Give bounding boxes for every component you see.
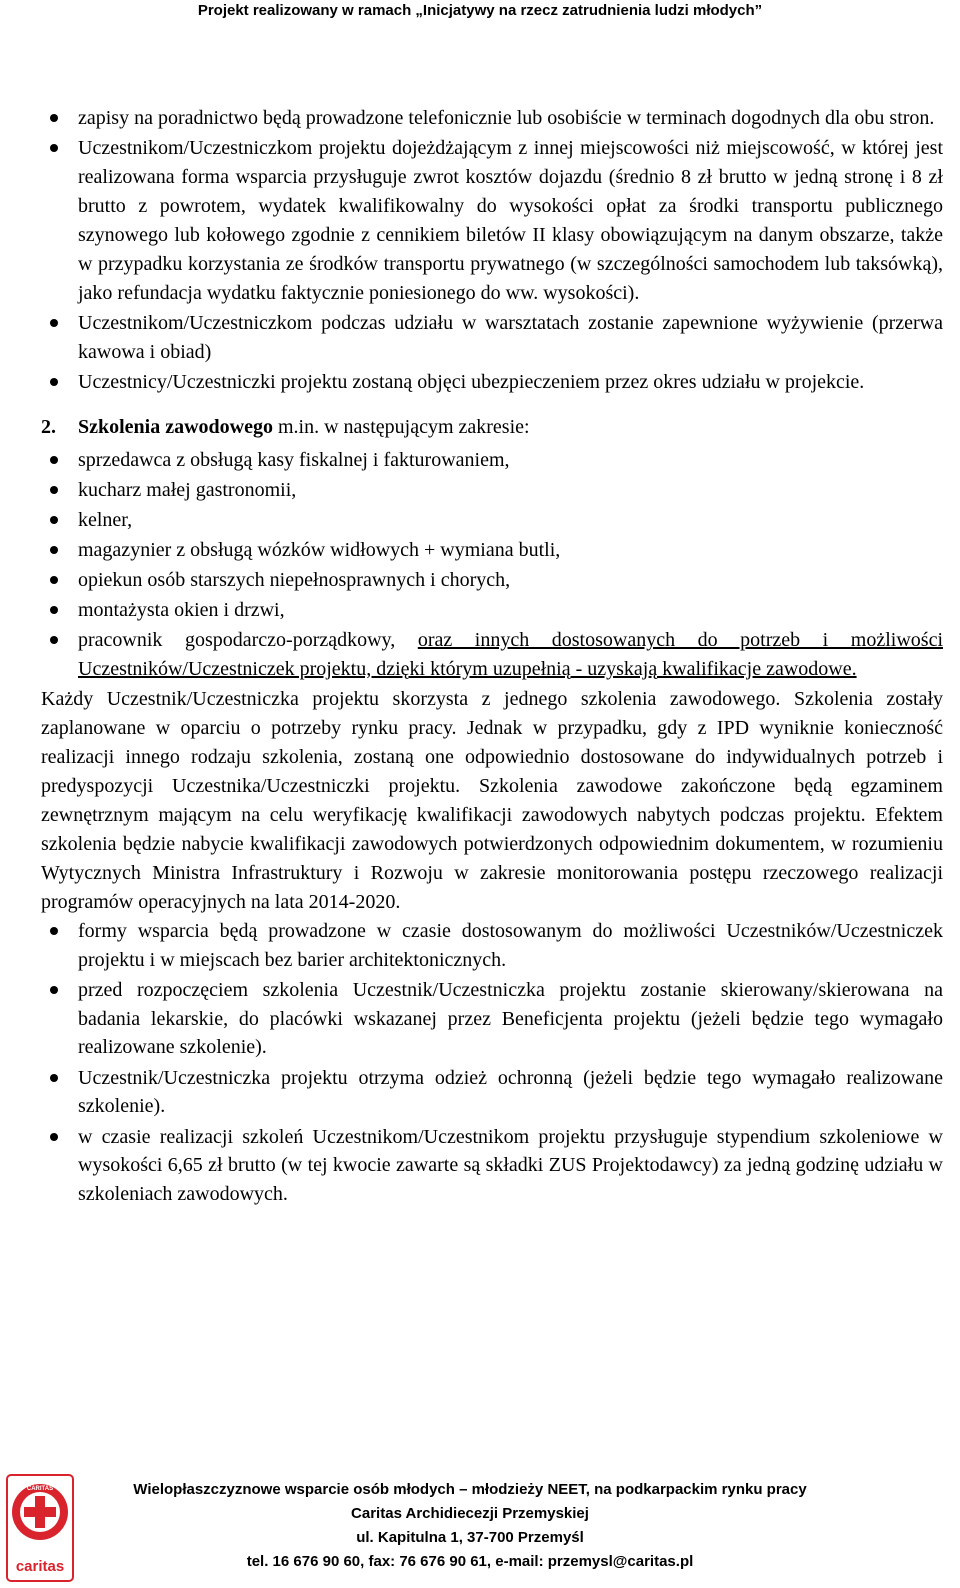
bullet-icon [50,986,58,994]
footer-contact [90,1478,850,1574]
section-number: 2. [41,416,56,438]
footer-organization: Caritas Archidiecezji Przemyskiej [351,1505,589,1522]
bullet-icon [50,144,58,152]
paragraph: Każdy Uczestnik/Uczestniczka projektu skorzysta z jednego szkolenia zawodowego. Szkolenia zostały zaplanowane w oparciu o potrzeby rynku pracy. Jednak w przypadku, gdy z IPD wyniknie konieczność realizacji innego rodzaju szkolenia, zostaną one odpowiednio dostosowane do indywidualnych potrzeb i predyspozycji Uczestnika/Uczestniczki projektu. Szkolenia zawodowe zakończone będą egzaminem zewnętrznym mającym na celu weryfikację kwalifikacji zawodowych nabytych podczas projektu. Efektem szkolenia będzie nabycie kwalifikacji zawodowych potwierdzonych odpowiednim dokumentem, w rozumieniu Wytycznych Ministra Infrastruktury i Rozwoju w zakresie monitorowania postępu rzeczowego realizacji programów operacyjnych na lata 2014-2020. [41,688,943,913]
list-item: pracownik gospodarczo-porządkowy, oraz innych dostosowanych do potrzeb i możliwości Uczestników/Uczestniczek projektu, dzięki którym uzupełnią - uzyskają kwalifikacje zawodowe. [41,626,943,684]
footer-project-title: Wielopłaszczyznowe wsparcie osób młodych – młodzieży NEET, na podkarpackim rynku pracy [133,1481,807,1498]
footer-phone-email: tel. 16 676 90 60, fax: 76 676 90 61, e-mail: przemysl@caritas.pl [246,1553,694,1570]
bullet-icon [50,114,58,122]
bullet-icon [50,319,58,327]
header-title: Projekt realizowany w ramach „Inicjatywy na rzecz zatrudnienia ludzi młodych” [197,2,763,19]
list-item: przed rozpoczęciem szkolenia Uczestnik/Uczestniczka projektu zostanie skierowany/skierowana na badania lekarskie, do placówki wskazanej przez Beneficjenta projektu (jeżeli będzie tego wymagało realizowane szkolenie). [41,976,943,1062]
section-title: Szkolenia zawodowego [78,416,273,438]
page-footer [0,1474,960,1588]
bullet-icon [50,1074,58,1082]
list-item: montażysta okien i drzwi, [41,596,943,625]
underlined-text: oraz innych dostosowanych do potrzeb i możliwości Uczestników/Uczestniczek projektu, dzięki którym uzupełnią - uzyskają kwalifikacje zawodowe. [78,629,943,680]
list-item: sprzedawca z obsługą kasy fiskalnej i fakturowaniem, [41,446,943,475]
list-item: Uczestnik/Uczestniczka projektu otrzyma odzież ochronną (jeżeli będzie tego wymagało realizowane szkolenie). [41,1064,943,1121]
svg-text:caritas: caritas [15,1558,65,1575]
list-item: Uczestnikom/Uczestniczkom projektu dojeżdżającym z innej miejscowości niż miejscowość, w której jest realizowana forma wsparcia przysługuje zwrot kosztów dojazdu (średnio 8 zł brutto w jedną stronę i 8 zł brutto z powrotem, wydatek kwalifikowalny do wysokości opłat za środki transportu publicznego szynowego lub kołowego zgodnie z cennikiem biletów II klasy obowiązującym na danym obszarze, także w przypadku korzystania ze środków transportu prywatnego (w szczególności samochodem lub taksówką), jako refundacja wydatku faktycznie poniesionego do ww. wysokości). [41,134,943,308]
list-item: kucharz małej gastronomii, [41,476,943,505]
bullet-icon [50,927,58,935]
support-conditions-list [41,104,943,397]
bullet-icon [50,456,58,464]
list-item: Uczestnikom/Uczestniczkom podczas udziału w warsztatach zostanie zapewnione wyżywienie (przerwa kawowa i obiad) [41,309,943,367]
list-item: magazynier z obsługą wózków widłowych + wymiana butli, [41,536,943,565]
list-item: Uczestnicy/Uczestniczki projektu zostaną objęci ubezpieczeniem przez okres udziału w projekcie. [41,368,943,397]
section-title-rest: m.in. w następującym zakresie: [273,416,530,438]
list-item: opiekun osób starszych niepełnosprawnych i chorych, [41,566,943,595]
training-conditions-list [41,917,943,1208]
list-item: formy wsparcia będą prowadzone w czasie dostosowanym do możliwości Uczestników/Uczestniczek projektu i w miejscach bez barier architektonicznych. [41,917,943,974]
bullet-icon [50,516,58,524]
bullet-icon [50,378,58,386]
document-body [41,104,943,1210]
bullet-icon [50,546,58,554]
list-item: w czasie realizacji szkoleń Uczestnikom/Uczestnikom projektu przysługuje stypendium szkoleniowe w wysokości 6,65 zł brutto (w tej kwocie zawarte są składki ZUS Projektodawcy) za jedną godzinę udziału w szkoleniach zawodowych. [41,1123,943,1209]
section-heading [41,413,943,442]
list-item: zapisy na poradnictwo będą prowadzone telefonicznie lub osobiście w terminach dogodnych dla obu stron. [41,104,943,133]
footer-address: ul. Kapitulna 1, 37-700 Przemyśl [356,1529,584,1546]
bullet-icon [50,576,58,584]
caritas-logo [6,1474,74,1584]
bullet-icon [50,486,58,494]
bullet-icon [50,1133,58,1141]
training-list [41,446,943,684]
page-header [0,0,960,26]
bullet-icon [50,636,58,644]
bullet-icon [50,606,58,614]
svg-text:CARITAS: CARITAS [26,1486,54,1492]
list-item: kelner, [41,506,943,535]
